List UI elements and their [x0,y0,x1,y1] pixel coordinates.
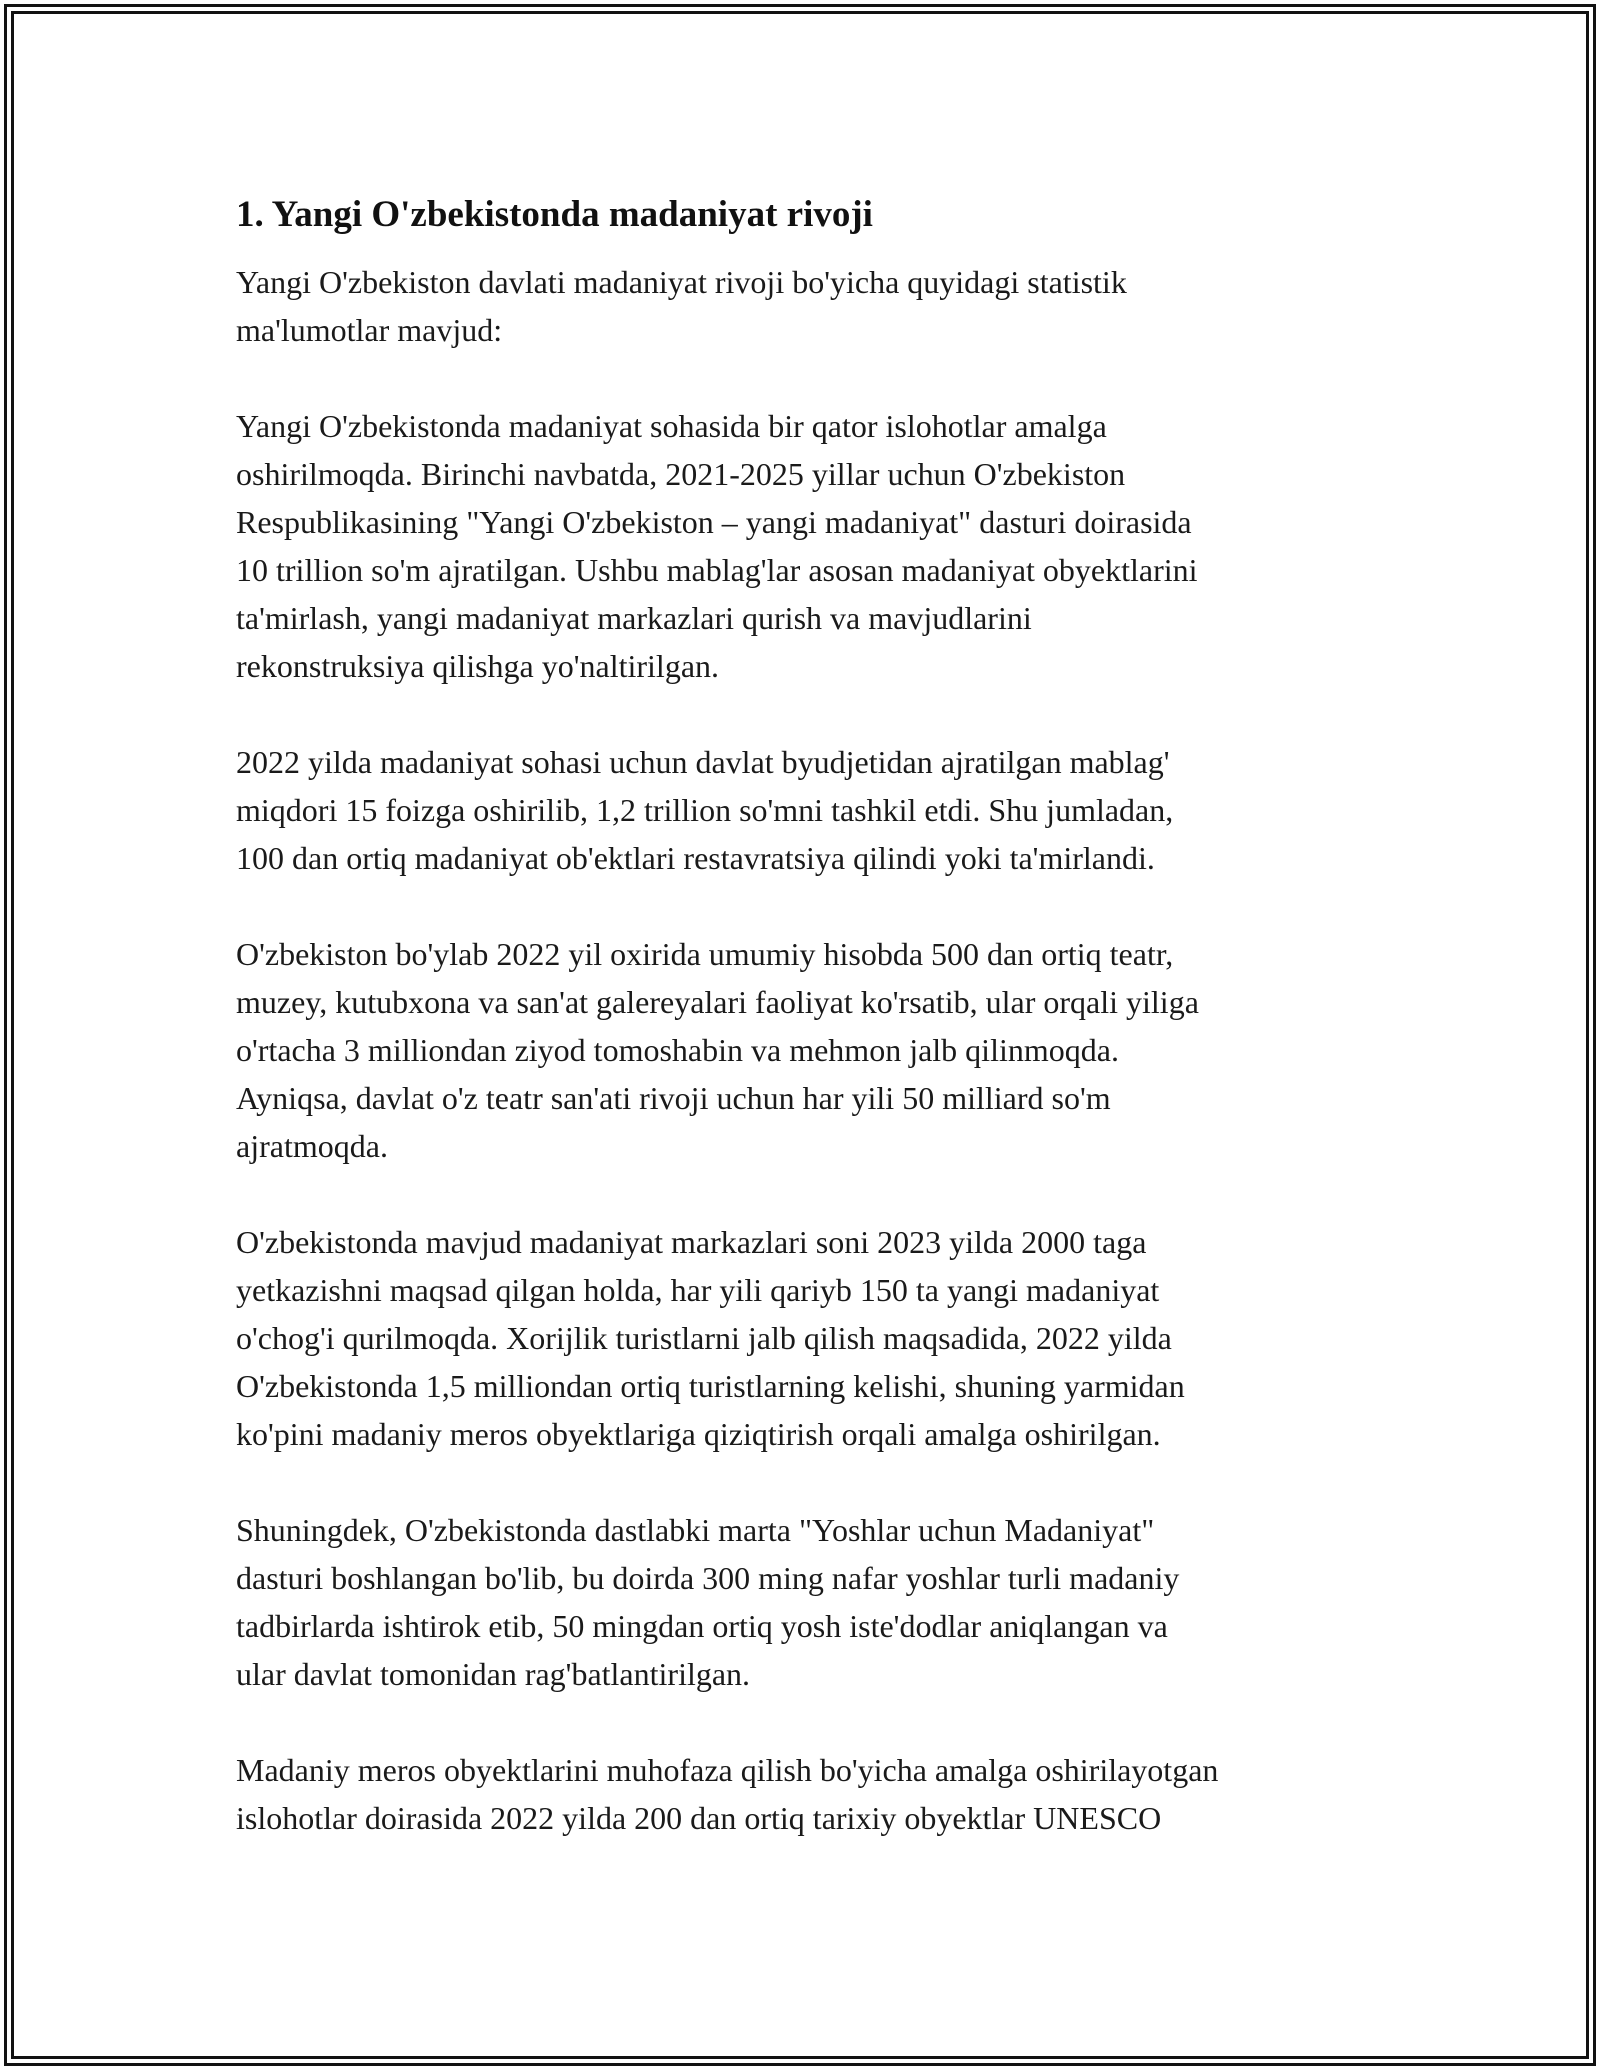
text-line: Respublikasining "Yangi O'zbekiston – yangi madaniyat" dasturi doirasida [236,504,1192,540]
text-line: ma'lumotlar mavjud: [236,312,503,348]
text-line: islohotlar doirasida 2022 yilda 200 dan ortiq tarixiy obyektlar UNESCO [236,1800,1162,1836]
paragraph-institutions [236,930,1386,1170]
text-line: miqdori 15 foizga oshirilib, 1,2 trillion so'mni tashkil etdi. Shu jumladan, [236,792,1174,828]
paragraph-intro [236,258,1386,354]
text-line: muzey, kutubxona va san'at galereyalari faoliyat ko'rsatib, ular orqali yiliga [236,984,1199,1020]
paragraph-youth-program [236,1506,1386,1698]
text-line: o'rtacha 3 milliondan ziyod tomoshabin va mehmon jalb qilinmoqda. [236,1032,1119,1068]
text-line: ko'pini madaniy meros obyektlariga qiziqtirish orqali amalga oshirilgan. [236,1416,1161,1452]
text-line: O'zbekiston bo'ylab 2022 yil oxirida umumiy hisobda 500 dan ortiq teatr, [236,936,1174,972]
text-line: O'zbekistonda mavjud madaniyat markazlari soni 2023 yilda 2000 taga [236,1224,1147,1260]
text-line: Yangi O'zbekiston davlati madaniyat rivoji bo'yicha quyidagi statistik [236,264,1127,300]
text-line: tadbirlarda ishtirok etib, 50 mingdan ortiq yosh iste'dodlar aniqlangan va [236,1608,1168,1644]
document-body [236,188,1386,1890]
text-line: yetkazishni maqsad qilgan holda, har yili qariyb 150 ta yangi madaniyat [236,1272,1160,1308]
text-line: rekonstruksiya qilishga yo'naltirilgan. [236,648,720,684]
text-line: Shuningdek, O'zbekistonda dastlabki marta "Yoshlar uchun Madaniyat" [236,1512,1155,1548]
text-line: Ayniqsa, davlat o'z teatr san'ati rivoji uchun har yili 50 milliard so'm [236,1080,1111,1116]
paragraph-budget-2022 [236,738,1386,882]
text-line: 2022 yilda madaniyat sohasi uchun davlat byudjetidan ajratilgan mablag' [236,744,1170,780]
text-line: oshirilmoqda. Birinchi navbatda, 2021-2025 yillar uchun O'zbekiston [236,456,1126,492]
paragraph-culture-centers [236,1218,1386,1458]
text-line: ta'mirlash, yangi madaniyat markazlari qurish va mavjudlarini [236,600,1032,636]
text-line: 100 dan ortiq madaniyat ob'ektlari restavratsiya qilindi yoki ta'mirlandi. [236,840,1155,876]
text-line: 10 trillion so'm ajratilgan. Ushbu mablag'lar asosan madaniyat obyektlarini [236,552,1198,588]
text-line: Yangi O'zbekistonda madaniyat sohasida bir qator islohotlar amalga [236,408,1107,444]
text-line: ular davlat tomonidan rag'batlantirilgan. [236,1656,751,1692]
text-line: dasturi boshlangan bo'lib, bu doirda 300 ming nafar yoshlar turli madaniy [236,1560,1180,1596]
text-line: Madaniy meros obyektlarini muhofaza qilish bo'yicha amalga oshirilayotgan [236,1752,1219,1788]
text-line: o'chog'i qurilmoqda. Xorijlik turistlarni jalb qilish maqsadida, 2022 yilda [236,1320,1172,1356]
text-line: O'zbekistonda 1,5 milliondan ortiq turistlarning kelishi, shuning yarmidan [236,1368,1185,1404]
section-heading: 1. Yangi O'zbekistonda madaniyat rivoji [236,194,873,235]
text-line: ajratmoqda. [236,1128,388,1164]
paragraph-reforms [236,402,1386,690]
paragraph-heritage [236,1746,1386,1842]
